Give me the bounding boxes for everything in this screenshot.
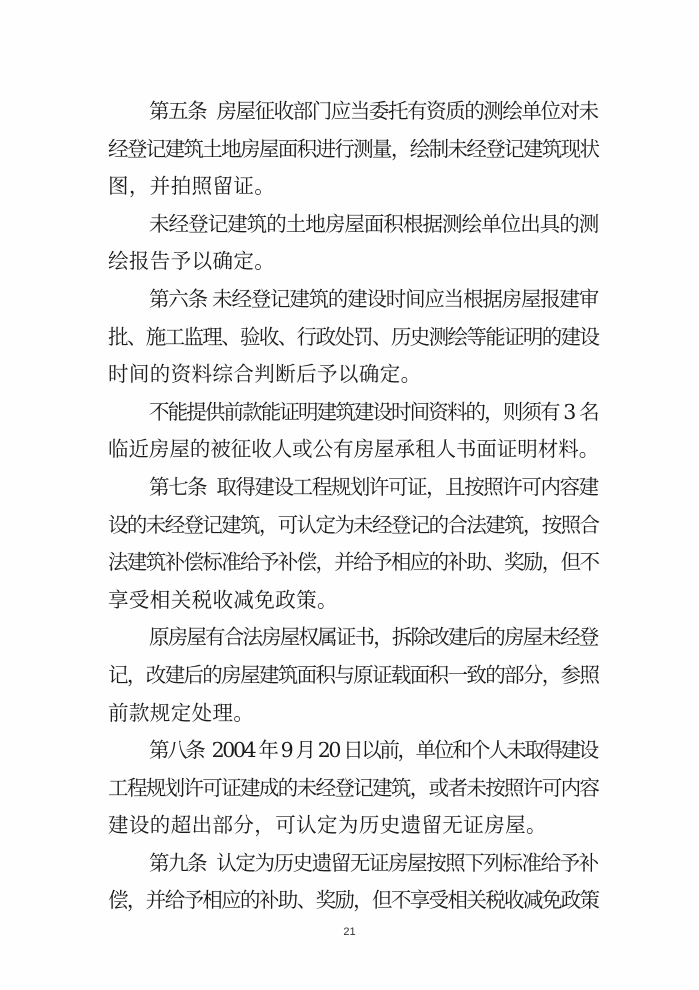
paragraph (108, 732, 600, 845)
text-line: 第六条 未经登记建筑的建设时间应当根据房屋报建审 (149, 286, 599, 311)
text-line: 工程规划许可证建成的未经登记建筑，或者未按照许可内容 (108, 775, 599, 800)
text-line: 记，改建后的房屋建筑面积与原证载面积一致的部分，参照 (108, 662, 599, 687)
text-line: 时间的资料综合判断后予以确定。 (108, 362, 422, 387)
text-line: 批、施工监理、验收、行政处罚、历史测绘等能证明的建设 (108, 324, 599, 349)
paragraph (108, 619, 600, 732)
text-line: 绘报告予以确定。 (108, 249, 276, 274)
text-line: 第五条 房屋征收部门应当委托有资质的测绘单位对未 (149, 99, 598, 123)
text-line: 前款规定处理。 (108, 700, 255, 725)
text-line: 设的未经登记建筑，可认定为未经登记的合法建筑，按照合 (108, 512, 599, 537)
paragraph (108, 93, 600, 206)
text-line: 不能提供前款能证明建筑建设时间资料的，则须有 3 名 (149, 399, 598, 424)
text-line: 原房屋有合法房屋权属证书，拆除改建后的房屋未经登 (149, 625, 598, 650)
text-line: 第八条 2004 年 9 月 20 日以前，单位和个人未取得建设 (149, 738, 597, 763)
paragraph (108, 394, 600, 469)
paragraph (108, 206, 600, 281)
text-line: 第九条 认定为历史遗留无证房屋按照下列标准给予补 (149, 850, 598, 875)
paragraph (108, 469, 600, 619)
text-line: 建设的超出部分，可认定为历史遗留无证房屋。 (108, 813, 547, 838)
document-body (108, 93, 600, 920)
text-line: 临近房屋的被征收人或公有房屋承租人书面证明材料。 (108, 437, 600, 462)
text-line: 图，并拍照留证。 (108, 174, 276, 199)
text-line: 偿，并给予相应的补助、奖励，但不享受相关税收减免政策 (108, 888, 599, 913)
text-line: 第七条 取得建设工程规划许可证，且按照许可内容建 (149, 474, 598, 499)
text-line: 法建筑补偿标准给予补偿，并给予相应的补助、奖励，但不 (108, 550, 599, 575)
page-number: 21 (343, 926, 356, 938)
text-line: 未经登记建筑的土地房屋面积根据测绘单位出具的测 (149, 211, 599, 236)
text-line: 享受相关税收减免政策。 (108, 587, 338, 612)
paragraph (108, 845, 600, 920)
text-line: 经登记建筑土地房屋面积进行测量，绘制未经登记建筑现状 (108, 136, 599, 161)
paragraph (108, 281, 600, 394)
